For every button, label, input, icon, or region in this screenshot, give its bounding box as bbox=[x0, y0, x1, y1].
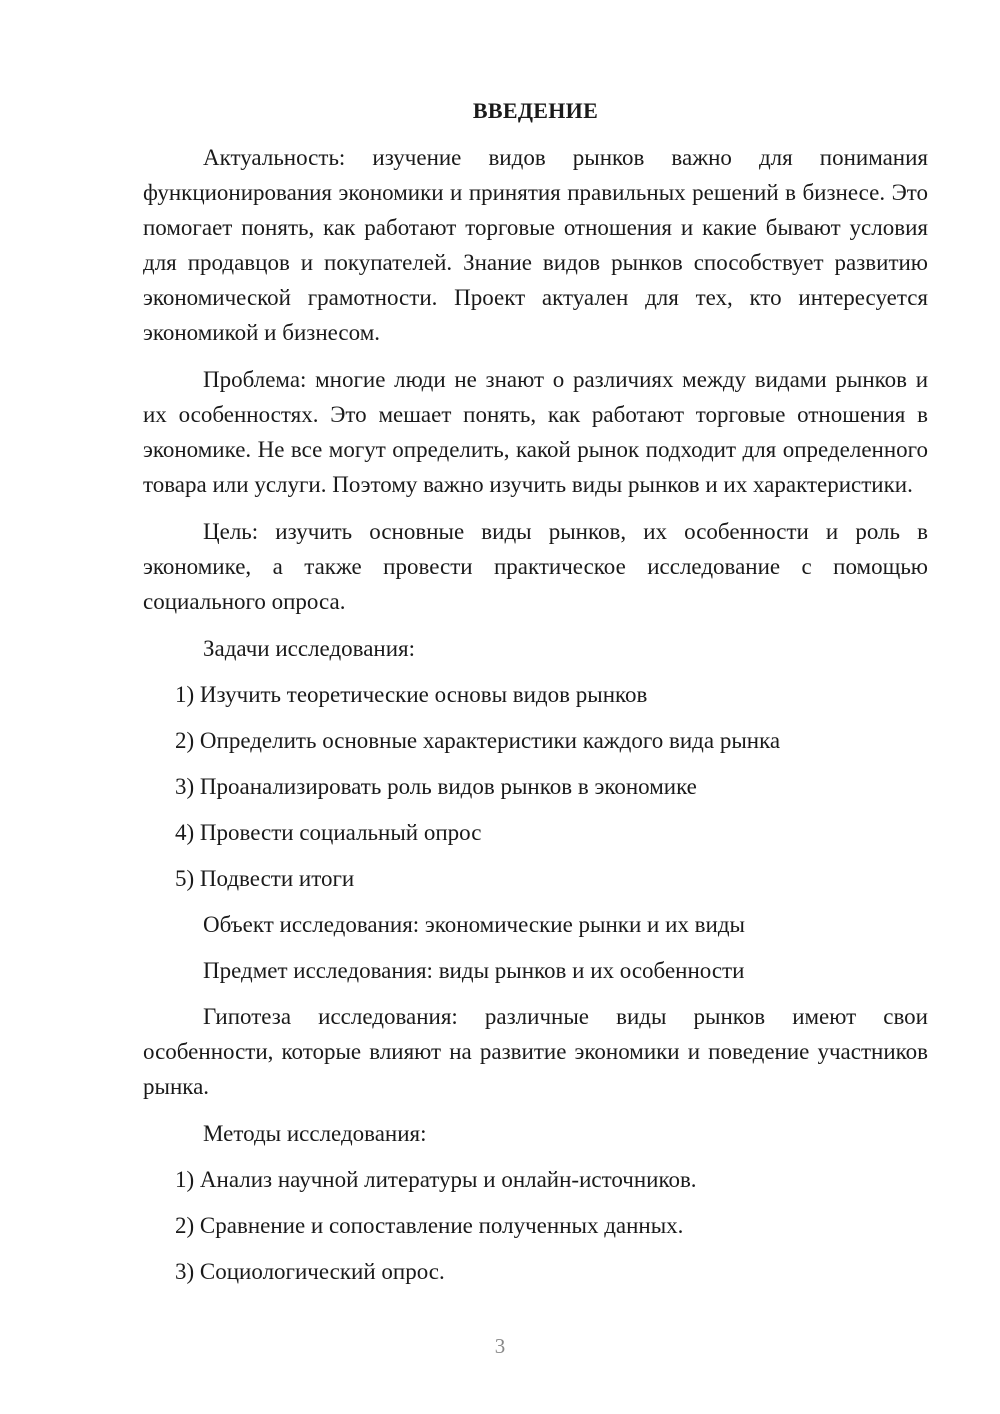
methods-label: Методы исследования: bbox=[203, 1121, 427, 1146]
page-number: 3 bbox=[494, 1334, 506, 1358]
tasks-label: Задачи исследования: bbox=[203, 636, 416, 661]
research-object: Объект исследования: экономические рынки и их виды bbox=[203, 912, 745, 937]
task-item-3: 3) Проанализировать роль видов рынков в экономике bbox=[175, 774, 697, 799]
research-subject: Предмет исследования: виды рынков и их особенности bbox=[203, 958, 745, 983]
method-item-2: 2) Сравнение и сопоставление полученных данных. bbox=[175, 1213, 684, 1238]
paragraph-problem: Проблема: многие люди не знают о различиях между видами рынков и их особенностях. Это мешает понять, как работают торговые отношения в экономике. Не все могут определить, какой рынок подходит для определенного товара или услуги. Поэтому важно изучить виды рынков и их характеристики. bbox=[143, 367, 928, 497]
task-item-5: 5) Подвести итоги bbox=[175, 866, 355, 891]
method-item-1: 1) Анализ научной литературы и онлайн-источников. bbox=[175, 1167, 697, 1192]
task-item-4: 4) Провести социальный опрос bbox=[175, 820, 482, 845]
paragraph-goal: Цель: изучить основные виды рынков, их особенности и роль в экономике, а также провести практическое исследование с помощью социального опроса. bbox=[143, 519, 928, 614]
method-item-3: 3) Социологический опрос. bbox=[175, 1259, 445, 1284]
task-item-1: 1) Изучить теоретические основы видов рынков bbox=[175, 682, 648, 707]
paragraph-hypothesis: Гипотеза исследования: различные виды рынков имеют свои особенности, которые влияют на развитие экономики и поведение участников рынка. bbox=[143, 1004, 928, 1099]
document-page bbox=[143, 93, 928, 1300]
page-title: ВВЕДЕНИЕ bbox=[472, 98, 599, 123]
paragraph-relevance: Актуальность: изучение видов рынков важно для понимания функционирования экономики и принятия правильных решений в бизнесе. Это помогает понять, как работают торговые отношения и какие бывают условия для продавцов и покупателей. Знание видов рынков способствует развитию экономической грамотности. Проект актуален для тех, кто интересуется экономикой и бизнесом. bbox=[143, 145, 928, 345]
task-item-2: 2) Определить основные характеристики каждого вида рынка bbox=[175, 728, 781, 753]
